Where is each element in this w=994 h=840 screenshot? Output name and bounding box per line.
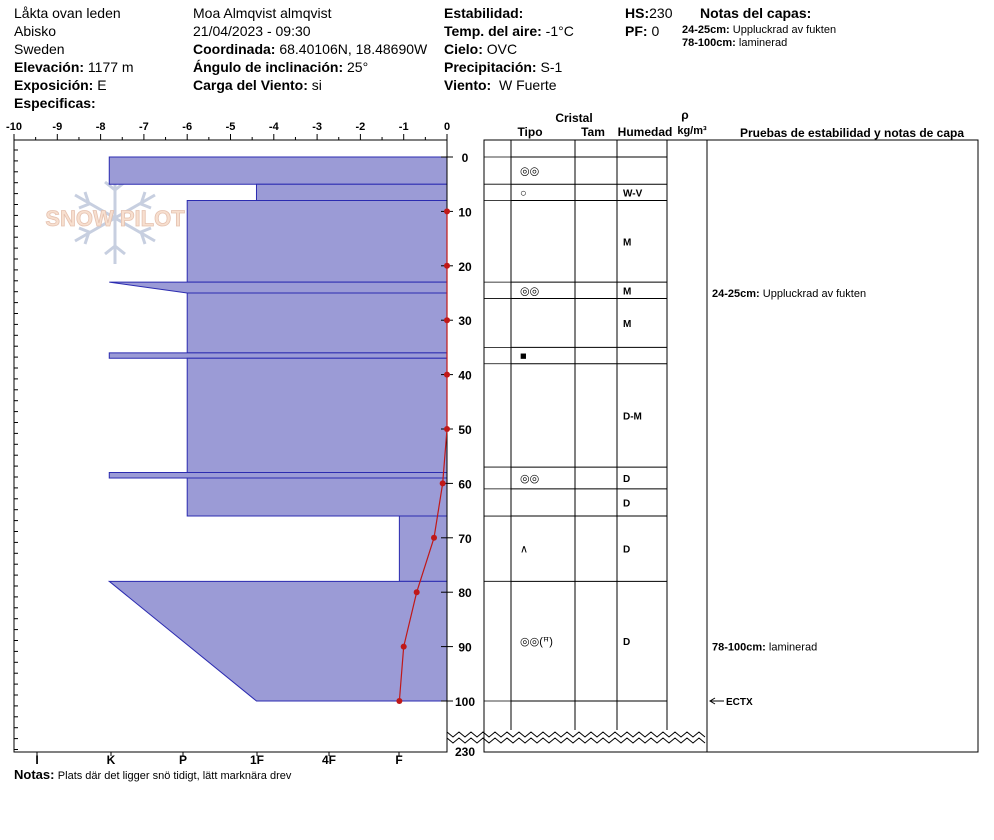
hardness-tick-label-3: 1F xyxy=(249,753,265,767)
country-name: Sweden xyxy=(14,41,65,57)
header-crystal: Cristal xyxy=(555,111,593,125)
depth-tick-label-20: 20 xyxy=(458,259,472,274)
depth-tick-label-100: 100 xyxy=(454,695,476,709)
temp-tick-label-3: -7 xyxy=(139,121,149,133)
depth-bottom-label: 230 xyxy=(454,745,476,759)
header-humidity: Humedad xyxy=(617,125,673,139)
layer-humidity-3: M xyxy=(623,286,632,298)
temp-tick-label-9: -1 xyxy=(398,121,409,133)
elevation-row: Elevación: 1177 m xyxy=(14,59,134,75)
layer-crystal-7: ◎◎ xyxy=(520,472,540,485)
temperature-point-70 xyxy=(431,535,437,541)
temp-tick-label-0: -10 xyxy=(6,121,22,133)
header-type: Tipo xyxy=(517,125,543,139)
wind-row: Viento: W Fuerte xyxy=(444,77,557,93)
depth-break-line-2 xyxy=(447,738,705,743)
hardness-layer-0 xyxy=(109,157,447,184)
test-label-0: ECTX xyxy=(726,697,753,708)
hardness-layer-7 xyxy=(109,473,447,478)
temperature-point-10 xyxy=(444,208,450,214)
hardness-layer-10 xyxy=(109,581,447,701)
hardness-tick-label-2: P xyxy=(178,753,188,767)
layer-crystal-0: ◎◎ xyxy=(520,165,540,178)
observer-name: Moa Almqvist almqvist xyxy=(193,5,332,21)
layer-humidity-1: W-V xyxy=(623,188,643,200)
aspect-row: Exposición: E xyxy=(14,77,107,93)
layer-crystal-10: ◎◎(ꟸ) xyxy=(520,636,553,649)
region-name: Abisko xyxy=(14,23,57,39)
notes-row: Notas: Plats där det ligger snö tidigt, lätt marknära drev xyxy=(14,767,292,782)
temp-tick-label-7: -3 xyxy=(312,121,322,133)
depth-tick-label-60: 60 xyxy=(458,477,472,492)
depth-tick-label-40: 40 xyxy=(458,368,472,383)
hardness-layer-3 xyxy=(109,282,447,293)
temp-tick-label-6: -4 xyxy=(268,121,279,133)
depth-tick-label-80: 80 xyxy=(458,586,472,601)
header-density-unit: kg/m³ xyxy=(677,125,707,137)
temperature-point-60 xyxy=(440,480,446,486)
layer-crystal-1: ○ xyxy=(520,187,527,200)
layer-humidity-10: D xyxy=(623,637,631,649)
temperature-point-90 xyxy=(401,644,407,650)
temp-tick-label-1: -9 xyxy=(52,121,63,133)
air-temp-row: Temp. del aire: -1°C xyxy=(444,23,574,39)
layer-humidity-9: D xyxy=(623,544,631,556)
temperature-point-30 xyxy=(444,317,450,323)
header-tests: Pruebas de estabilidad y notas de capa xyxy=(739,126,965,140)
hardness-tick-label-0: I xyxy=(35,753,39,767)
layer-humidity-2: M xyxy=(623,237,632,249)
temp-tick-label-4: -6 xyxy=(182,121,193,133)
location-name: Låkta ovan leden xyxy=(14,5,121,21)
header-size: Tam xyxy=(581,125,605,139)
wind-load-row: Carga del Viento: si xyxy=(193,77,322,93)
layer-crystal-5: ■ xyxy=(520,350,527,363)
layer-comment-1: 78-100cm: laminerad xyxy=(712,641,818,654)
depth-tick-label-30: 30 xyxy=(458,314,472,329)
layer-humidity-6: D-M xyxy=(623,411,642,423)
hardness-tick-label-4: 4F xyxy=(321,753,337,767)
depth-break-line-1 xyxy=(447,732,705,737)
hardness-layer-8 xyxy=(187,478,447,516)
header-rho: ρ xyxy=(681,108,689,122)
pf-row: PF: 0 xyxy=(625,23,660,39)
sky-row: Cielo: OVC xyxy=(444,41,518,57)
hardness-layer-5 xyxy=(109,353,447,358)
temp-tick-label-8: -2 xyxy=(355,121,366,133)
slope-row: Ángulo de inclinación: 25° xyxy=(193,59,369,75)
depth-tick-label-90: 90 xyxy=(458,640,472,655)
temp-tick-label-2: -8 xyxy=(95,121,106,133)
depth-tick-label-0: 0 xyxy=(461,151,469,165)
layer-crystal-3: ◎◎ xyxy=(520,285,540,298)
layer-table-frame xyxy=(484,140,978,752)
stability-label: Estabilidad: xyxy=(444,5,524,21)
depth-tick-label-10: 10 xyxy=(458,205,472,220)
hardness-layer-1 xyxy=(256,184,447,200)
temperature-point-20 xyxy=(444,263,450,269)
hardness-layer-2 xyxy=(187,201,447,283)
layer-crystal-9: ∧ xyxy=(520,543,529,556)
hs-row: HS:230 xyxy=(625,5,673,21)
precip-row: Precipitación: S-1 xyxy=(444,59,563,75)
layer-humidity-4: M xyxy=(623,318,632,330)
layer-notes-title: Notas del capas: xyxy=(700,5,812,21)
depth-tick-label-70: 70 xyxy=(458,531,472,546)
hardness-tick-label-1: K xyxy=(106,753,116,767)
hardness-layer-6 xyxy=(187,358,447,472)
temp-tick-label-10: 0 xyxy=(443,121,451,133)
temperature-point-80 xyxy=(414,589,420,595)
snowpilot-logo xyxy=(45,172,185,264)
layer-comment-0: 24-25cm: Uppluckrad av fukten xyxy=(712,288,867,300)
layer-humidity-7: D xyxy=(623,473,631,485)
layer-humidity-8: D xyxy=(623,498,631,510)
snowpilot-logo-text: SNOW PILOT xyxy=(45,206,185,231)
temperature-point-40 xyxy=(444,372,450,378)
layer-note-2: 78-100cm: laminerad xyxy=(682,37,788,49)
coordinates-row: Coordinada: 68.40106N, 18.48690W xyxy=(193,41,428,57)
layer-note-1: 24-25cm: Uppluckrad av fukten xyxy=(682,24,837,36)
temperature-point-50 xyxy=(444,426,450,432)
temp-tick-label-5: -5 xyxy=(225,121,236,133)
hardness-tick-label-5: F xyxy=(395,753,403,767)
specifics-label: Especificas: xyxy=(14,95,96,111)
depth-tick-label-50: 50 xyxy=(458,423,472,437)
observation-datetime: 21/04/2023 - 09:30 xyxy=(193,23,311,39)
temperature-point-100 xyxy=(396,698,402,704)
hardness-layer-4 xyxy=(187,293,447,353)
